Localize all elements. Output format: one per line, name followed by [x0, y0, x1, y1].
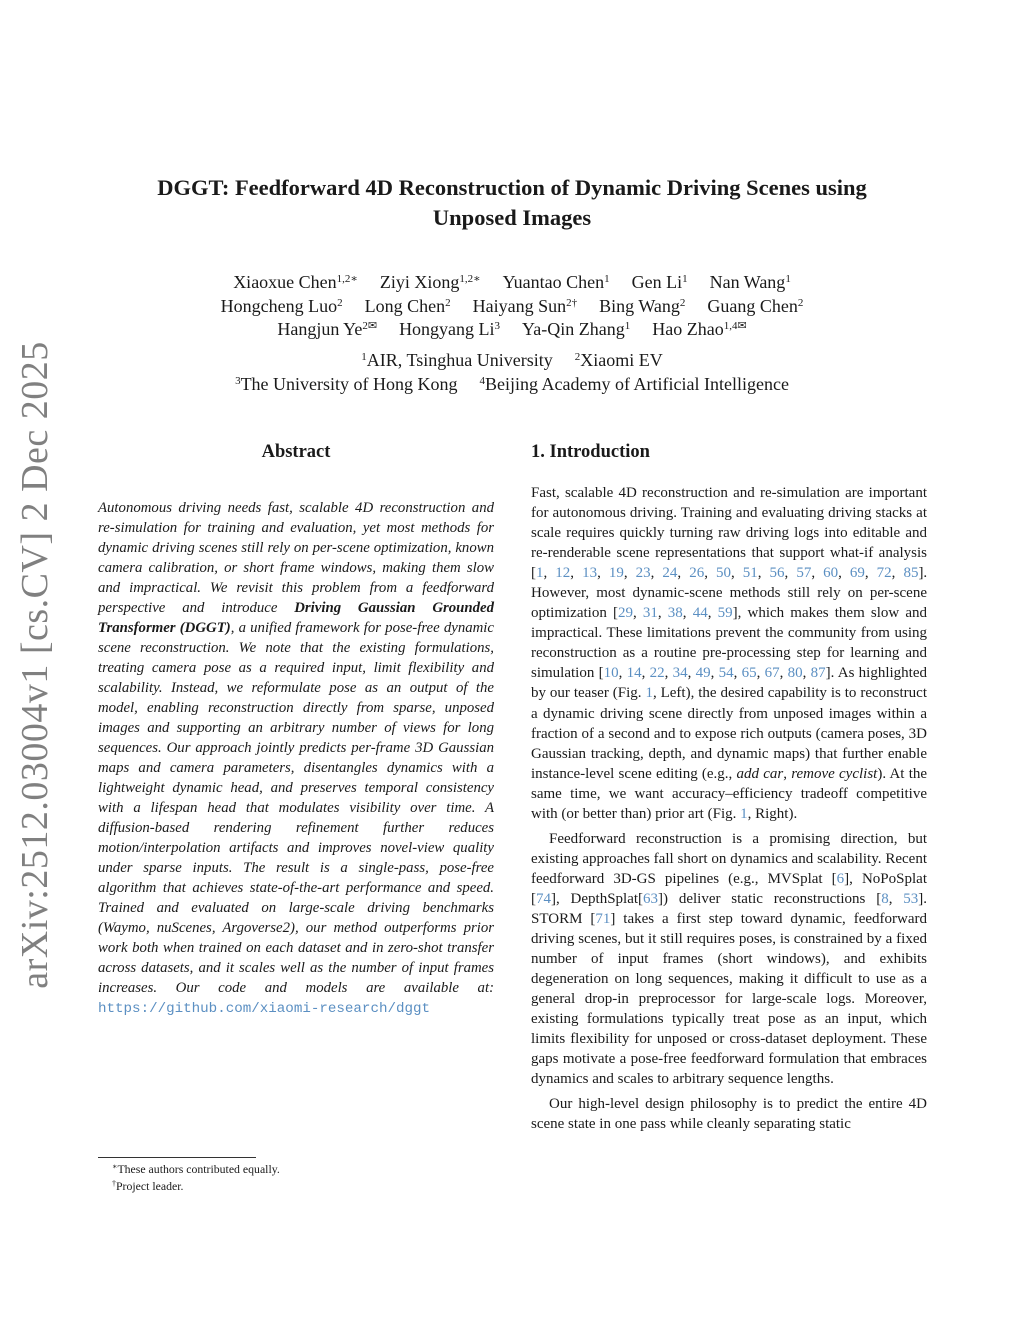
- author-affil-mark: 1: [682, 273, 688, 285]
- author-affil-mark: 2: [445, 296, 451, 309]
- footnote-mark: ∗: [112, 1162, 118, 1171]
- citation-link[interactable]: 85: [903, 565, 919, 582]
- citation-link[interactable]: 38: [667, 605, 683, 622]
- author: [710, 272, 791, 292]
- author-affil-mark: 2: [679, 296, 686, 309]
- author-list: [100, 271, 924, 342]
- intro-body: [531, 483, 927, 1140]
- citation-link[interactable]: 26: [689, 565, 705, 582]
- citation-link[interactable]: 8: [881, 890, 889, 907]
- author-affil-mark: 1: [604, 273, 610, 285]
- citation-link[interactable]: 69: [849, 565, 865, 582]
- footnotes: [98, 1161, 494, 1195]
- affiliation: [361, 350, 552, 370]
- affiliation-mark: 3: [235, 374, 241, 387]
- citation-link[interactable]: 13: [582, 565, 598, 582]
- citation-link[interactable]: 24: [662, 565, 678, 582]
- citation-link[interactable]: 1: [536, 565, 544, 582]
- arxiv-id-text: arXiv:2512.03004v1 [cs.CV] 2 Dec 2025: [14, 341, 56, 989]
- author-name: Long Chen: [364, 295, 446, 316]
- footnote-text: These authors contributed equally.: [117, 1162, 280, 1176]
- title-line-2: Unposed Images: [432, 205, 592, 230]
- citation-link[interactable]: 65: [741, 665, 757, 682]
- author: [365, 296, 451, 316]
- affiliation-mark: 4: [479, 374, 486, 387]
- author-name: Yuantao Chen: [502, 272, 605, 292]
- footnote-text: Project leader.: [116, 1179, 184, 1193]
- footnote-mark: †: [112, 1179, 116, 1188]
- author: [399, 319, 500, 339]
- citation-link[interactable]: 71: [595, 910, 611, 927]
- author-name: Gen Li: [631, 272, 683, 292]
- intro-paragraph-1: Fast, scalable 4D reconstruction and re-simulation are important for autonomous driving. Training and evaluating driving stacks at scale requires quickly turning raw driving logs into editable and re-renderable scene representations that support what-if analysis [1, 12, 13, 19, 23, 24, 26, 50, 51, 56, 57, 60, 69, 72, 85]. However, most dynamic-scene methods still rely on per-scene optimization [29, 31, 38, 44, 59], which makes them slow and impractical. These limitations prevent the community from using reconstruction as a routine pre-processing step for learning and simulation [10, 14, 22, 34, 49, 54, 65, 67, 80, 87]. As highlighted by our teaser (Fig. 1, Left), the desired capability is to reconstruct a dynamic driving scene directly from unposed images within a fraction of a second and to expose rich outputs (camera poses, 3D Gaussian tracking, depth, and dynamic maps) that further enable instance-level scene editing (e.g., add car, remove cyclist). At the same time, we want accuracy–efficiency tradeoff competitive with (or better than) prior art (Fig. 1, Right).: [531, 485, 928, 822]
- author-name: Haiyang Sun: [472, 295, 567, 316]
- affiliation-name: AIR, Tsinghua University: [366, 350, 553, 370]
- citation-link[interactable]: 80: [787, 665, 803, 682]
- citation-link[interactable]: 53: [903, 890, 919, 907]
- citation-link[interactable]: 1: [740, 805, 748, 822]
- affiliation: [235, 374, 457, 394]
- author-affil-mark: 1: [785, 273, 791, 285]
- citation-link[interactable]: 1: [645, 685, 653, 702]
- citation-link[interactable]: 49: [695, 665, 711, 682]
- author: [380, 272, 481, 292]
- abstract-model-name: Driving Gaussian Grounded Transformer (DGGT): [98, 600, 494, 636]
- citation-link[interactable]: 10: [603, 665, 619, 682]
- author: [221, 296, 343, 316]
- abstract-heading: Abstract: [261, 442, 331, 462]
- author: [707, 296, 803, 316]
- arxiv-identifier: [10, 341, 60, 989]
- intro-paragraph-2: Feedforward reconstruction is a promising direction, but existing approaches fall short on dynamics and scalability. Recent feedforward 3D-GS pipelines (e.g., MVSplat [6], NoPoSplat [74], DepthSplat[63]) deliver static reconstructions [8, 53]. STORM [71] takes a first step toward dynamic, feedforward driving scenes, but it still requires poses, is constrained by a fixed number of input frames (short windows), and exhibits degeneration on long sequences, making it difficult to use as a general drop-in preprocessor for large-scale logs. Moreover, existing formulations typically treat pose as an input, which limits flexibility for unposed or cross-dataset deployment. These gaps motivate a pose-free feedforward formulation that embraces dynamics and scales to arbitrary sequence lengths.: [531, 830, 928, 1088]
- affiliation: [480, 374, 789, 394]
- author-affil-mark: 2†: [566, 296, 578, 309]
- citation-link[interactable]: 72: [876, 565, 892, 582]
- citation-link[interactable]: 74: [536, 890, 551, 907]
- author: [599, 296, 685, 316]
- affiliation-name: Xiaomi EV: [580, 350, 663, 370]
- emphasis-text: remove cyclist: [791, 765, 878, 782]
- author-affil-mark: 2: [337, 296, 343, 309]
- affiliation-mark: 1: [361, 351, 367, 363]
- author: [233, 272, 358, 292]
- author-affil-mark: 3: [494, 320, 501, 332]
- author-name: Nan Wang: [709, 272, 786, 292]
- author: [652, 319, 746, 339]
- citation-link[interactable]: 14: [626, 665, 642, 682]
- author: [632, 272, 688, 292]
- citation-link[interactable]: 19: [608, 565, 624, 582]
- intro-heading: 1. Introduction: [531, 442, 650, 462]
- citation-link[interactable]: 44: [692, 605, 708, 622]
- affiliation: [575, 350, 663, 370]
- author-name: Hongcheng Luo: [220, 295, 338, 316]
- author-name: Hangjun Ye: [277, 319, 363, 339]
- citation-link[interactable]: 22: [649, 665, 665, 682]
- author-name: Xiaoxue Chen: [233, 272, 337, 292]
- affiliation-list: [100, 349, 924, 396]
- paper-title: [100, 173, 924, 233]
- affiliation-row: [100, 373, 924, 397]
- author: [277, 319, 377, 339]
- author-affil-mark: 1,4✉: [723, 320, 747, 332]
- citation-link[interactable]: 34: [672, 665, 688, 682]
- emphasis-text: add car: [736, 765, 784, 782]
- footnote: [98, 1178, 494, 1195]
- citation-link[interactable]: 51: [742, 565, 758, 582]
- author-affil-mark: 2✉: [362, 320, 378, 332]
- citation-link[interactable]: 57: [796, 565, 812, 582]
- citation-link[interactable]: 12: [555, 565, 571, 582]
- author: [522, 319, 630, 339]
- author-name: Guang Chen: [707, 295, 798, 316]
- author-row: [100, 295, 924, 319]
- author-affil-mark: 1,2∗: [459, 273, 481, 285]
- affiliation-name: The University of Hong Kong: [240, 373, 458, 394]
- footnote: [98, 1161, 494, 1178]
- citation-link[interactable]: 23: [635, 565, 651, 582]
- citation-link[interactable]: 87: [810, 665, 826, 682]
- title-line-1: DGGT: Feedforward 4D Reconstruction of Dynamic Driving Scenes using: [157, 175, 867, 200]
- citation-link[interactable]: 60: [823, 565, 839, 582]
- citation-link[interactable]: 59: [717, 605, 733, 622]
- author-name: Bing Wang: [599, 295, 680, 316]
- author-name: Ziyi Xiong: [379, 272, 460, 292]
- author-affil-mark: 1: [624, 320, 631, 332]
- citation-link[interactable]: 54: [718, 665, 734, 682]
- author: [473, 296, 578, 316]
- citation-link[interactable]: 63: [643, 890, 659, 907]
- footnote-rule: [98, 1157, 256, 1158]
- author: [503, 272, 610, 292]
- author-affil-mark: 1,2∗: [336, 273, 358, 285]
- affiliation-name: Beijing Academy of Artificial Intelligence: [485, 373, 789, 394]
- affiliation-row: [100, 349, 924, 373]
- author-row: [100, 271, 924, 295]
- author-name: Hongyang Li: [399, 319, 495, 339]
- abstract-body: [98, 498, 494, 1019]
- abstract-text-before: Autonomous driving needs fast, scalable 4D reconstruction and re-simulation for training and evaluation, yet most methods for dynamic driving scenes still rely on per-scene optimization, known camera calibration, or short frame windows, making them slow and impractical. We revisit this problem from a feedforward perspective and introduce: [98, 500, 494, 616]
- author-affil-mark: 2: [797, 296, 804, 309]
- author-name: Hao Zhao: [652, 319, 724, 339]
- citation-link[interactable]: 67: [764, 665, 780, 682]
- citation-link[interactable]: 31: [642, 605, 658, 622]
- abstract-text-after: , a unified framework for pose-free dynamic scene reconstruction. We note that the existing formulations, treating camera pose as a required input, limit flexibility and scalability. Instead, we reformulate pose as an output of the model, enabling reconstruction directly from sparse, unposed images and supporting an arbitrary number of views for long sequences. Our approach jointly predicts per-frame 3D Gaussian maps and camera parameters, disentangles dynamics with a lightweight dynamic head, and preserves temporal consistency with a lifespan head that modulates visibility over time. A diffusion-based rendering refinement further reduces motion/interpolation artifacts and improves novel-view quality under sparse inputs. The result is a single-pass, pose-free algorithm that achieves state-of-the-art performance and speed. Trained and evaluated on large-scale driving benchmarks (Waymo, nuScenes, Argoverse2), our method outperforms prior work both when trained on each dataset and in zero-shot transfer across datasets, and it scales well as the number of input frames increases. Our code and models are available at:: [98, 620, 494, 996]
- citation-link[interactable]: 29: [617, 605, 633, 622]
- intro-paragraph-3: Our high-level design philosophy is to predict the entire 4D scene state in one pass while cleanly separating static: [531, 1096, 927, 1133]
- code-repo-link[interactable]: https://github.com/xiaomi-research/dggt: [98, 1001, 431, 1017]
- citation-link[interactable]: 50: [715, 565, 731, 582]
- citation-link[interactable]: 56: [769, 565, 785, 582]
- author-name: Ya-Qin Zhang: [522, 319, 625, 339]
- affiliation-mark: 2: [574, 351, 581, 363]
- author-row: [100, 318, 924, 342]
- citation-link[interactable]: 6: [836, 870, 845, 887]
